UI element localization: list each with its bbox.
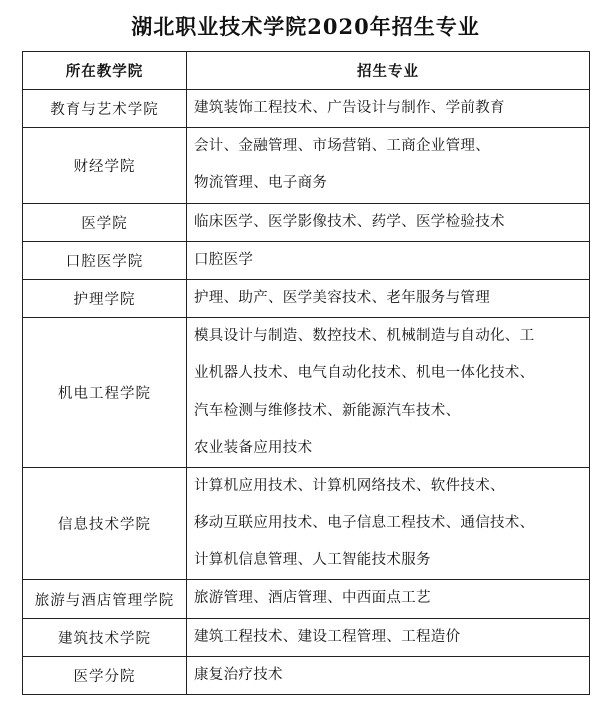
majors-line: 移动互联应用技术、电子信息工程技术、通信技术、	[194, 515, 535, 532]
college-name: 建筑技术学院	[23, 618, 187, 656]
header-college: 所在教学院	[23, 52, 187, 90]
college-name: 财经学院	[23, 128, 187, 203]
table-row	[23, 580, 590, 618]
college-name: 医学院	[23, 203, 187, 241]
table-row	[23, 241, 590, 279]
college-name: 信息技术学院	[23, 467, 187, 580]
majors-list	[187, 580, 590, 618]
majors-line: 护理、助产、医学美容技术、老年服务与管理	[194, 289, 490, 306]
majors-list	[187, 203, 590, 241]
majors-line: 计算机信息管理、人工智能技术服务	[194, 552, 431, 569]
table-header-row	[23, 52, 590, 90]
majors-list	[187, 279, 590, 317]
college-name: 旅游与酒店管理学院	[23, 580, 187, 618]
college-name: 医学分院	[23, 656, 187, 694]
majors-list	[187, 90, 590, 128]
majors-line: 业机器人技术、电气自动化技术、机电一体化技术、	[194, 365, 535, 382]
college-name: 口腔医学院	[23, 241, 187, 279]
majors-table	[22, 51, 590, 695]
table-row	[23, 467, 590, 580]
table-row	[23, 318, 590, 468]
page-title: 湖北职业技术学院2020年招生专业	[131, 14, 480, 39]
majors-list	[187, 618, 590, 656]
majors-list	[187, 128, 590, 203]
majors-list	[187, 241, 590, 279]
college-name: 教育与艺术学院	[23, 90, 187, 128]
table-row	[23, 90, 590, 128]
majors-list	[187, 656, 590, 694]
table-row	[23, 128, 590, 203]
table-row	[23, 618, 590, 656]
majors-line: 建筑装饰工程技术、广告设计与制作、学前教育	[194, 100, 505, 116]
majors-line: 旅游管理、酒店管理、中西面点工艺	[194, 590, 431, 607]
majors-line: 模具设计与制造、数控技术、机械制造与自动化、工	[194, 328, 535, 345]
majors-line: 康复治疗技术	[194, 666, 283, 683]
majors-line: 物流管理、电子商务	[194, 175, 328, 192]
majors-list	[187, 467, 590, 580]
college-name: 护理学院	[23, 279, 187, 317]
table-row	[23, 279, 590, 317]
majors-line: 会计、金融管理、市场营销、工商企业管理、	[194, 138, 490, 155]
majors-line: 汽车检测与维修技术、新能源汽车技术、	[194, 402, 461, 419]
majors-line: 口腔医学	[194, 251, 254, 268]
college-name: 机电工程学院	[23, 318, 187, 468]
majors-line: 临床医学、医学影像技术、药学、医学检验技术	[194, 213, 505, 230]
majors-line: 建筑工程技术、建设工程管理、工程造价	[194, 628, 461, 645]
header-majors: 招生专业	[187, 52, 590, 90]
majors-line: 计算机应用技术、计算机网络技术、软件技术、	[194, 477, 505, 494]
table-row	[23, 203, 590, 241]
majors-line: 农业装备应用技术	[194, 439, 313, 456]
table-row	[23, 656, 590, 694]
majors-list	[187, 318, 590, 468]
